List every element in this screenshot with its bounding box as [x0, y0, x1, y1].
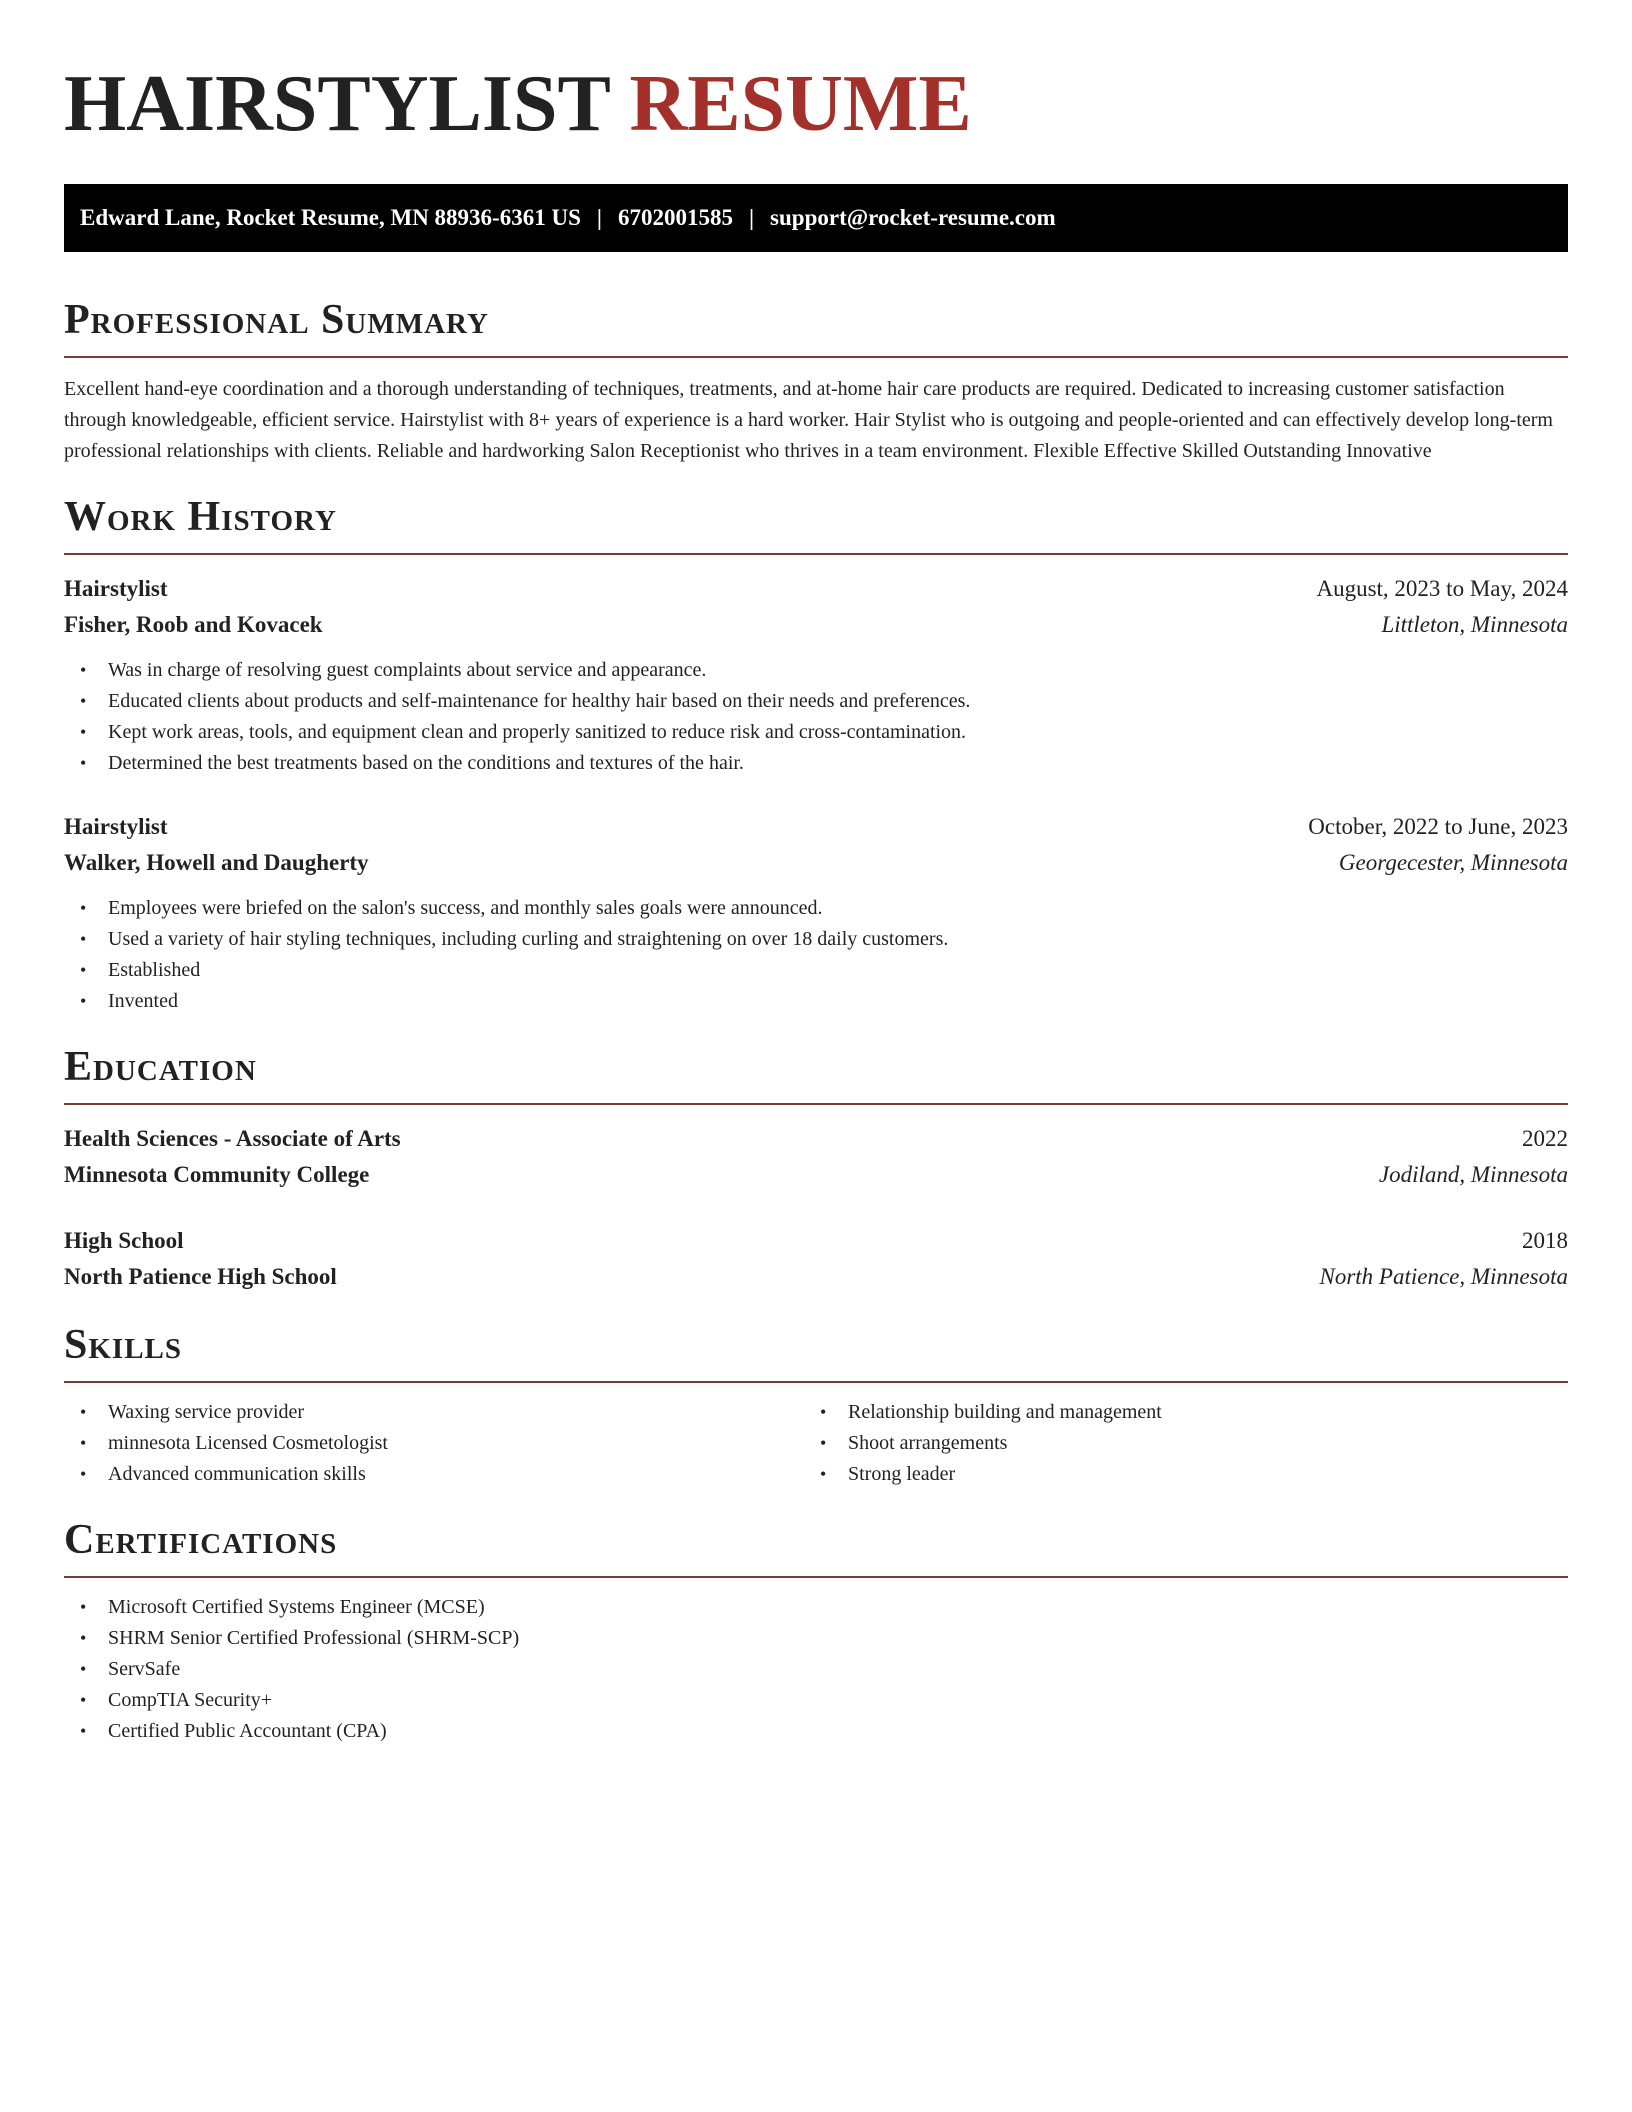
bullet-icon: • [80, 1628, 87, 1648]
bullet-icon: • [80, 960, 87, 980]
job-title-row [64, 571, 1568, 607]
bullet-text: Invented [108, 990, 178, 1012]
skill-text: Waxing service provider [108, 1401, 305, 1423]
resume-title [64, 56, 1568, 152]
bullet-icon: • [80, 1433, 87, 1453]
skills-left-column [64, 1397, 804, 1490]
title-main: HAIRSTYLIST [64, 60, 610, 148]
bullet-icon: • [80, 1690, 87, 1710]
bullet-icon: • [80, 1659, 87, 1679]
certification-text: Microsoft Certified Systems Engineer (MCSE) [108, 1596, 485, 1618]
list-item [64, 686, 1568, 717]
list-item [64, 986, 1568, 1017]
bullet-text: Kept work areas, tools, and equipment clean and properly sanitized to reduce risk and cross-contamination. [108, 721, 967, 743]
list-item [804, 1459, 1544, 1490]
contact-address: Edward Lane, Rocket Resume, MN 88936-6361 US [80, 205, 581, 230]
list-item [64, 893, 1568, 924]
education-location: Jodiland, Minnesota [1378, 1162, 1568, 1187]
education-location: North Patience, Minnesota [1319, 1264, 1568, 1289]
bullet-text: Determined the best treatments based on the conditions and textures of the hair. [108, 752, 744, 774]
list-item [64, 955, 1568, 986]
bullet-icon: • [820, 1433, 827, 1453]
education-entry [64, 1223, 1568, 1295]
skill-text: Shoot arrangements [848, 1432, 1008, 1454]
list-item [64, 1685, 1568, 1716]
skills-grid [64, 1397, 1568, 1490]
list-item [64, 1623, 1568, 1654]
summary-text: Excellent hand-eye coordination and a thorough understanding of techniques, treatments, and at-home hair care products are required. Dedicated to increasing customer satisfaction through knowledgeable, efficient service. Hairstylist with 8+ years of experience is a hard worker. Hair Stylist who is outgoing and people-oriented and can effectively develop long-term professional relationships with clients. Reliable and hardworking Salon Receptionist who thrives in a team environment. Flexible Effective Skilled Outstanding Innovative [64, 378, 1553, 462]
bullet-text: Was in charge of resolving guest complaints about service and appearance. [108, 659, 707, 681]
work-history-heading: Work History [64, 493, 1568, 555]
certifications-list [64, 1592, 1568, 1747]
list-item [64, 1654, 1568, 1685]
education-school-row [64, 1157, 1568, 1193]
work-history-section [64, 493, 1568, 1017]
certifications-section [64, 1516, 1568, 1747]
contact-separator: | [748, 205, 755, 230]
summary-heading: Professional Summary [64, 296, 1568, 358]
education-year: 2022 [1522, 1126, 1568, 1151]
bullet-icon: • [80, 929, 87, 949]
education-year: 2018 [1522, 1228, 1568, 1253]
certification-text: CompTIA Security+ [108, 1689, 273, 1711]
certifications-heading: Certifications [64, 1516, 1568, 1578]
certification-text: SHRM Senior Certified Professional (SHRM-SCP) [108, 1627, 520, 1649]
education-section [64, 1043, 1568, 1295]
list-item [64, 1459, 804, 1490]
job-title: Hairstylist [64, 814, 168, 839]
job-title: Hairstylist [64, 576, 168, 601]
bullet-text: Used a variety of hair styling techniques, including curling and straightening on over 18 daily customers. [108, 928, 949, 950]
bullet-icon: • [80, 660, 87, 680]
education-degree: Health Sciences - Associate of Arts [64, 1126, 401, 1151]
list-item [804, 1428, 1544, 1459]
skill-text: Relationship building and management [848, 1401, 1162, 1423]
job-bullets [64, 893, 1568, 1017]
bullet-icon: • [80, 991, 87, 1011]
job-company: Walker, Howell and Daugherty [64, 850, 369, 875]
education-entry [64, 1121, 1568, 1193]
skills-right-column [804, 1397, 1544, 1490]
job-bullets [64, 655, 1568, 779]
job-dates: October, 2022 to June, 2023 [1308, 814, 1568, 839]
bullet-icon: • [80, 691, 87, 711]
bullet-icon: • [820, 1402, 827, 1422]
skill-text: minnesota Licensed Cosmetologist [108, 1432, 388, 1454]
job-entry [64, 571, 1568, 779]
education-school: Minnesota Community College [64, 1162, 370, 1187]
job-location: Littleton, Minnesota [1381, 612, 1568, 637]
education-school-row [64, 1259, 1568, 1295]
contact-bar [64, 184, 1568, 252]
list-item [64, 748, 1568, 779]
certification-text: ServSafe [108, 1658, 181, 1680]
certification-text: Certified Public Accountant (CPA) [108, 1720, 387, 1742]
bullet-icon: • [820, 1464, 827, 1484]
bullet-text: Established [108, 959, 201, 981]
job-entry [64, 809, 1568, 1017]
contact-email[interactable]: support@rocket-resume.com [770, 205, 1056, 230]
education-degree: High School [64, 1228, 184, 1253]
job-dates: August, 2023 to May, 2024 [1316, 576, 1568, 601]
list-item [804, 1397, 1544, 1428]
list-item [64, 1592, 1568, 1623]
job-company-row [64, 845, 1568, 881]
list-item [64, 1716, 1568, 1747]
education-degree-row [64, 1121, 1568, 1157]
bullet-icon: • [80, 898, 87, 918]
contact-phone[interactable]: 6702001585 [617, 205, 733, 230]
list-item [64, 655, 1568, 686]
bullet-text: Employees were briefed on the salon's success, and monthly sales goals were announced. [108, 897, 823, 919]
list-item [64, 1428, 804, 1459]
skill-text: Strong leader [848, 1463, 956, 1485]
job-company: Fisher, Roob and Kovacek [64, 612, 323, 637]
bullet-icon: • [80, 753, 87, 773]
title-accent: RESUME [629, 60, 972, 148]
skills-section [64, 1321, 1568, 1490]
bullet-text: Educated clients about products and self-maintenance for healthy hair based on their needs and preferences. [108, 690, 971, 712]
contact-separator: | [596, 205, 602, 230]
bullet-icon: • [80, 1721, 87, 1741]
bullet-icon: • [80, 1402, 87, 1422]
job-location: Georgecester, Minnesota [1338, 850, 1568, 875]
education-school: North Patience High School [64, 1264, 337, 1289]
job-company-row [64, 607, 1568, 643]
skill-text: Advanced communication skills [108, 1463, 366, 1485]
summary-section [64, 296, 1568, 467]
list-item [64, 924, 1568, 955]
list-item [64, 717, 1568, 748]
job-title-row [64, 809, 1568, 845]
education-heading: Education [64, 1043, 1568, 1105]
bullet-icon: • [80, 722, 87, 742]
bullet-icon: • [80, 1464, 87, 1484]
education-degree-row [64, 1223, 1568, 1259]
bullet-icon: • [80, 1597, 87, 1617]
list-item [64, 1397, 804, 1428]
skills-heading: Skills [64, 1321, 1568, 1383]
